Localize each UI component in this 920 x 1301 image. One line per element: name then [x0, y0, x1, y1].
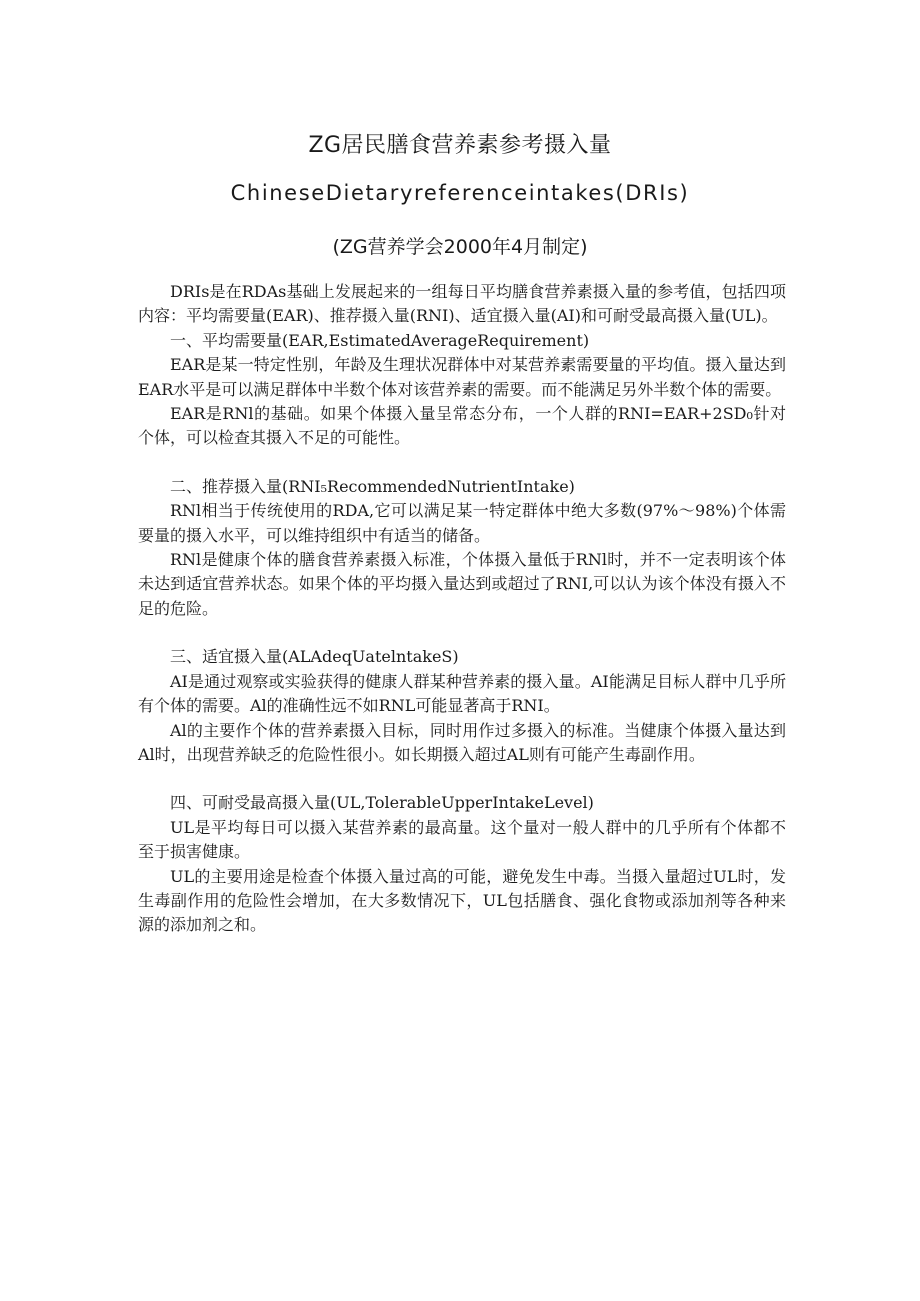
section-spacer — [138, 767, 786, 791]
section-paragraph: UL的主要用途是检查个体摄入量过高的可能，避免发生中毒。当摄入量超过UL时，发生毒副作用的危险性会增加，在大多数情况下，UL包括膳食、强化食物或添加剂等各种来源的添加剂之和。 — [138, 866, 786, 935]
section-heading: 三、适宜摄入量(ALAdeqUatelntakeS) — [170, 647, 459, 667]
intro-paragraph: DRIs是在RDAs基础上发展起来的一组每日平均膳食营养素摄入量的参考值，包括四项内容：平均需要量(EAR)、推荐摄入量(RNI)、适宜摄入量(AI)和可耐受最高摄入量(UL)。 — [138, 282, 786, 326]
section-paragraph: RNl是健康个体的膳食营养素摄入标准，个体摄入量低于RNl时，并不一定表明该个体未达到适宜营养状态。如果个体的平均摄入量达到或超过了RNI,可以认为该个体没有摄入不足的危险。 — [138, 550, 786, 618]
document-english-title: ChineseDietaryreferenceintakes(DRIs) — [230, 181, 690, 205]
section-heading: 四、可耐受最高摄入量(UL,TolerableUpperIntakeLevel) — [170, 793, 594, 813]
section-paragraph: UL是平均每日可以摄入某营养素的最高量。这个量对一般人群中的几乎所有个体都不至于损害健康。 — [138, 817, 786, 862]
section-paragraph: EAR是某一特定性别，年龄及生理状况群体中对某营养素需要量的平均值。摄入量达到EAR水平是可以满足群体中半数个体对该营养素的需要。而不能满足另外半数个体的需要。 — [138, 355, 786, 399]
section-paragraph: EAR是RNl的基础。如果个体摄入量呈常态分布，一个人群的RNI=EAR+2SD₀针对个体，可以检查其摄入不足的可能性。 — [138, 404, 786, 448]
document-title: ZG居民膳食营养素参考摄入量 — [308, 133, 612, 158]
document-subtitle: (ZG营养学会2000年4月制定) — [332, 236, 588, 258]
section-ai — [138, 645, 786, 767]
section-heading: 一、平均需要量(EAR,EstimatedAverageRequirement) — [170, 330, 590, 350]
section-paragraph: AI是通过观察或实验获得的健康人群某种营养素的摄入量。AI能满足目标人群中几乎所有个体的需要。Al的准确性远不如RNL可能显著高于RNI。 — [138, 671, 786, 716]
section-paragraph: RNl相当于传统使用的RDA,它可以满足某一特定群体中绝大多数(97%～98%)个体需要量的摄入水平，可以维持组织中有适当的储备。 — [138, 501, 786, 545]
section-spacer — [138, 451, 786, 475]
section-ul — [138, 791, 786, 937]
section-paragraph: Al的主要作个体的营养素摄入目标，同时用作过多摄入的标准。当健康个体摄入量达到Al时，出现营养缺乏的危险性很小。如长期摄入超过AL则有可能产生毒副作用。 — [138, 720, 786, 764]
section-heading: 二、推荐摄入量(RNI₅RecommendedNutrientIntake) — [170, 476, 575, 496]
document-body — [138, 280, 786, 938]
section-rni — [138, 475, 786, 621]
section-spacer — [138, 621, 786, 645]
section-ear — [138, 329, 786, 451]
